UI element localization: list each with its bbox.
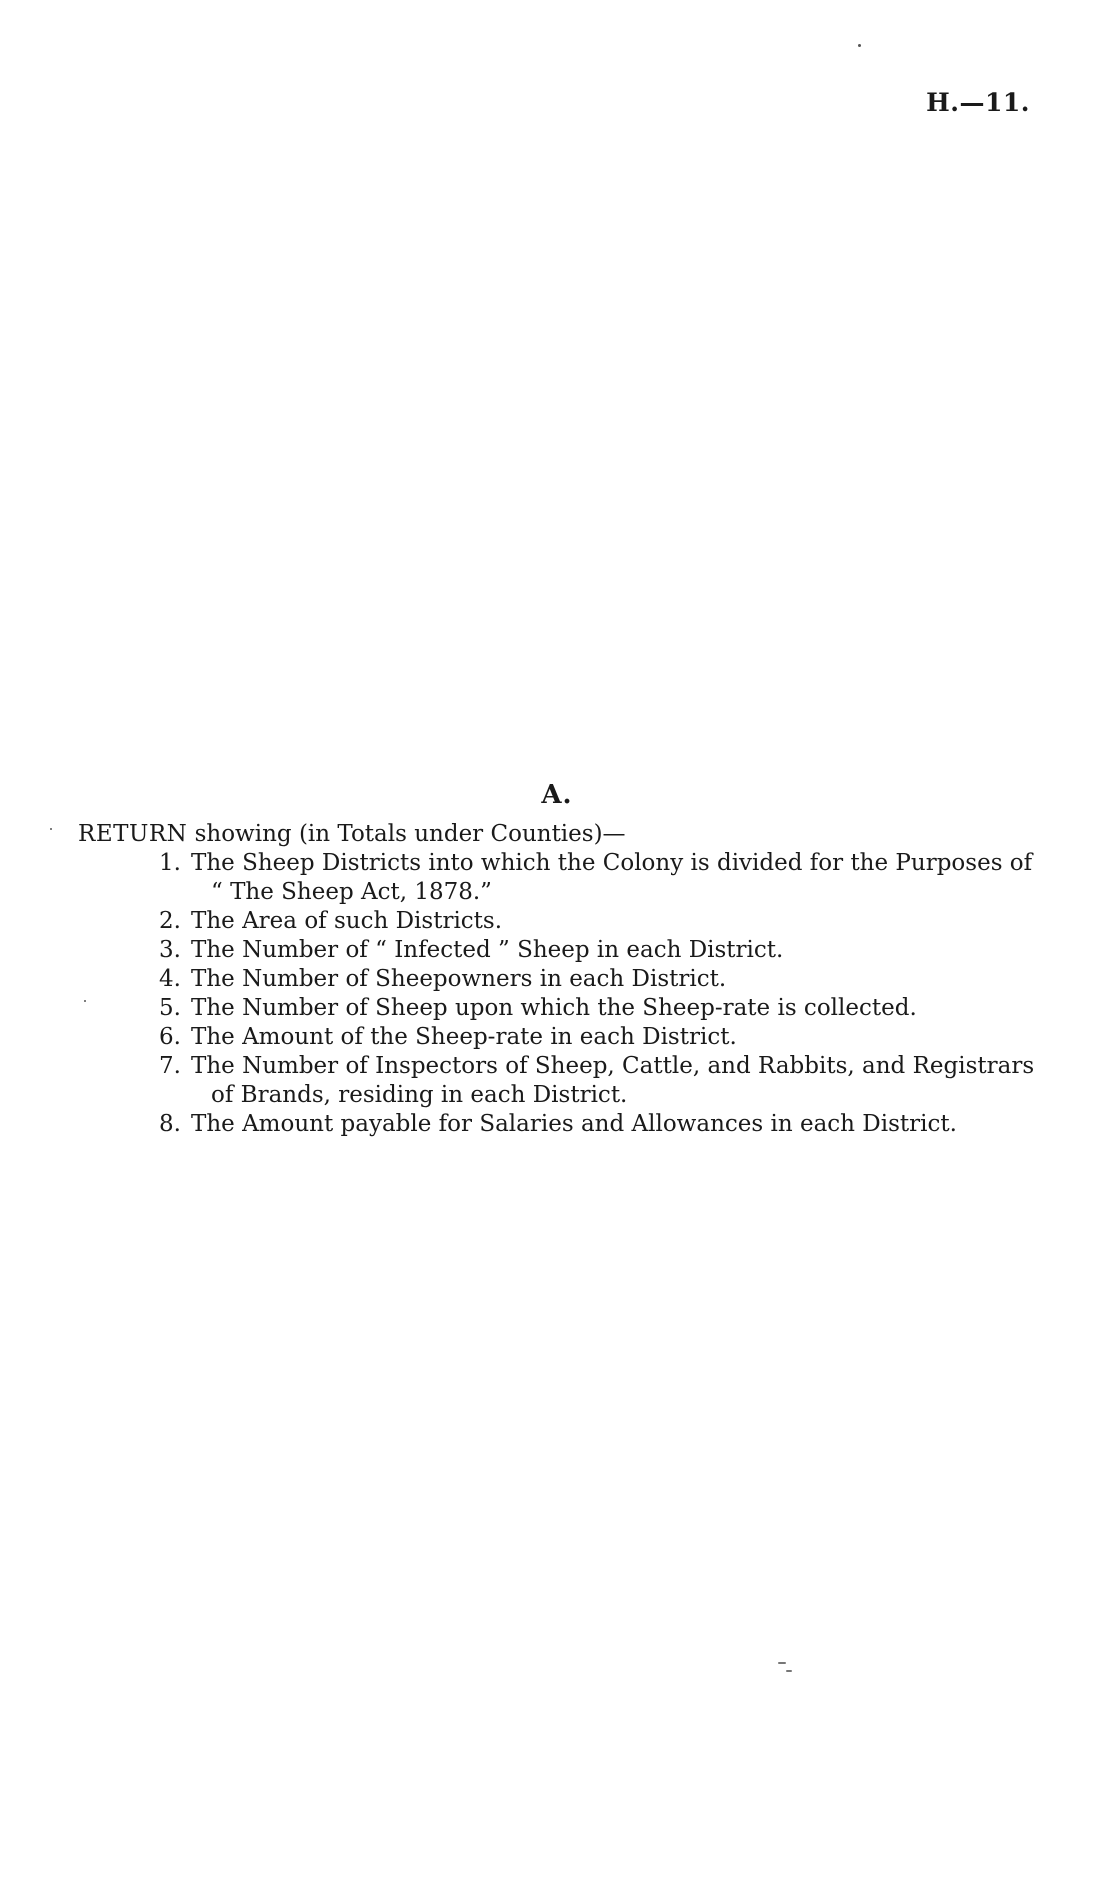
scan-speck [50,828,52,830]
item-number: 2. [159,908,181,934]
list-item [78,1052,1038,1110]
return-block [78,820,1038,1139]
return-lead-word: RETURN [78,821,188,847]
return-lead-rest: showing (in Totals under Counties)— [187,821,626,847]
item-text: The Amount payable for Salaries and Allowances in each District. [191,1111,957,1137]
scan-speck [858,44,861,47]
item-text: The Sheep Districts into which the Colony is divided for the Purposes of [191,850,1033,876]
item-number: 8. [159,1111,181,1137]
list-item [78,936,1038,965]
scan-speck [786,1670,792,1672]
item-text: The Number of Sheep upon which the Sheep-rate is collected. [191,995,917,1021]
item-number: 1. [159,850,181,876]
scan-speck [778,1662,786,1664]
section-letter: A. [541,780,573,810]
list-item [78,994,1038,1023]
item-number: 3. [159,937,181,963]
item-text-continuation: of Brands, residing in each District. [211,1082,628,1108]
list-item [78,965,1038,994]
item-number: 7. [159,1053,181,1079]
item-number: 6. [159,1024,181,1050]
list-item [78,1110,1038,1139]
item-text: The Number of Sheepowners in each District. [191,966,727,992]
list-item [78,907,1038,936]
scan-speck [84,1000,86,1002]
item-number: 5. [159,995,181,1021]
list-item [78,849,1038,907]
item-text-continuation: “ The Sheep Act, 1878.” [211,879,492,905]
item-text: The Amount of the Sheep-rate in each District. [191,1024,737,1050]
page-reference: H.—11. [926,88,1030,117]
item-text: The Number of “ Infected ” Sheep in each District. [191,937,784,963]
item-text: The Number of Inspectors of Sheep, Cattle, and Rabbits, and Registrars [191,1053,1035,1079]
item-text: The Area of such Districts. [191,908,503,934]
list-item [78,1023,1038,1052]
item-number: 4. [159,966,181,992]
return-heading [78,820,1038,849]
